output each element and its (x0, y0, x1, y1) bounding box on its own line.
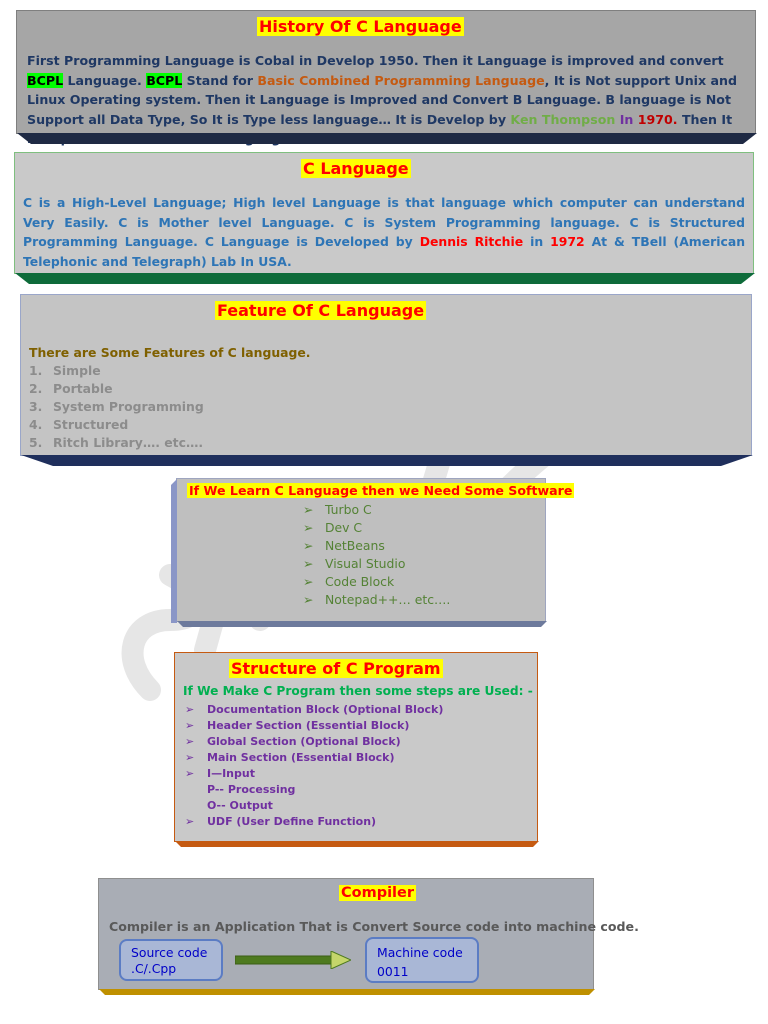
structure-intro: If We Make C Program then some steps are Used: - (183, 684, 533, 698)
arrow-bullet-icon: ➢ (303, 502, 314, 517)
arrow-bullet-icon: ➢ (185, 767, 195, 780)
panel-bevel (21, 455, 753, 466)
list-item: 3. System Programming (29, 399, 204, 414)
panel-bevel (175, 841, 539, 847)
arrow-bullet-icon: ➢ (303, 592, 314, 607)
compiler-title: Compiler (341, 885, 415, 901)
history-title: History Of C Language (259, 17, 462, 36)
features-intro: There are Some Features of C language. (29, 345, 311, 360)
author-name: Dennis Ritchie (419, 234, 524, 249)
machine-code-label: Machine code (377, 945, 463, 960)
list-item: ➢ Turbo C (303, 502, 372, 517)
software-title: If We Learn C Language then we Need Some Software (189, 483, 573, 498)
arrow-bullet-icon: ➢ (185, 735, 195, 748)
year-text: 1972 (550, 234, 585, 249)
list-item: ➢ Dev C (303, 520, 363, 535)
list-item: ➢ NetBeans (303, 538, 385, 553)
history-body: First Programming Language is Cobal in Develop 1950. Then it Language is improved and convert BCPL Language. BCPL Stand for Basic Combined Programming Language, It is Not support Unix and Linux Operating system. Then it Language is Improved and Convert B Language. B language is Not Support all Data Type, So It is Type less language… It is Develop by Ken Thompson In 1970. Then It (27, 53, 737, 127)
structure-list (185, 702, 443, 830)
software-panel (176, 478, 573, 622)
list-item: ➢ I—Input (185, 767, 255, 780)
list-item: O-- Output (207, 799, 273, 812)
c-language-panel (14, 152, 754, 274)
arrow-bullet-icon: ➢ (185, 719, 195, 732)
panel-bevel (15, 273, 755, 284)
list-item: 2. Portable (29, 381, 113, 396)
list-item: P-- Processing (207, 783, 296, 796)
panel-bevel (17, 133, 757, 144)
list-item: 4. Structured (29, 417, 129, 432)
list-item: ➢ Main Section (Essential Block) (185, 751, 395, 764)
panel-bevel (171, 479, 177, 623)
author-name: Ken Thompson (510, 111, 616, 127)
structure-title: Structure of C Program (231, 659, 441, 678)
list-item: ➢ Documentation Block (Optional Block) (185, 703, 444, 716)
list-item: 1. Simple (29, 363, 101, 378)
features-list (29, 362, 204, 452)
source-code-label: Source code (131, 945, 208, 960)
panel-bevel (177, 621, 547, 627)
arrow-bullet-icon: ➢ (185, 815, 195, 828)
compiler-description: Compiler is an Application That is Convert Source code into machine code. (109, 919, 639, 934)
list-item: ➢ UDF (User Define Function) (185, 815, 377, 828)
list-item: ➢ Code Block (303, 574, 395, 589)
c-language-body: C is a High-Level Language; High level Language is that language which computer can understand Very Easily. C is Mother level Language. C is System Programming language. C is Structured Programming Language. C Language is Developed by Dennis Ritchie in 1972 At & TBell (American Telephonic and Telegraph) Lab In USA. (23, 195, 746, 269)
right-arrow-icon (235, 951, 351, 969)
machine-code-value: 0011 (377, 964, 409, 979)
machine-code-box (365, 937, 479, 983)
panel-bevel (99, 989, 595, 995)
arrow-bullet-icon: ➢ (185, 751, 195, 764)
source-code-box (119, 939, 223, 981)
arrow-bullet-icon: ➢ (303, 556, 314, 571)
source-code-ext: .C/.Cpp (131, 961, 177, 976)
features-title: Feature Of C Language (217, 301, 425, 320)
list-item: ➢ Header Section (Essential Block) (185, 719, 410, 732)
arrow-bullet-icon: ➢ (303, 574, 314, 589)
bcpl-fullform: Basic Combined Programming Language (257, 72, 545, 88)
features-panel (20, 294, 752, 456)
list-item: 5. Ritch Library…. etc…. (29, 435, 204, 450)
history-panel (16, 10, 756, 134)
year-text: 1970. (637, 111, 678, 127)
compiler-panel (98, 878, 639, 990)
structure-panel (174, 652, 538, 842)
list-item: ➢ Global Section (Optional Block) (185, 735, 401, 748)
arrow-bullet-icon: ➢ (303, 520, 314, 535)
software-list (303, 501, 450, 609)
arrow-bullet-icon: ➢ (303, 538, 314, 553)
arrow-bullet-icon: ➢ (185, 703, 195, 716)
list-item: ➢ Notepad++… etc…. (303, 592, 451, 607)
list-item: ➢ Visual Studio (303, 556, 406, 571)
c-language-title: C Language (303, 159, 409, 178)
bcpl-highlight: BCPL (27, 72, 64, 88)
bcpl-highlight: BCPL (146, 72, 183, 88)
